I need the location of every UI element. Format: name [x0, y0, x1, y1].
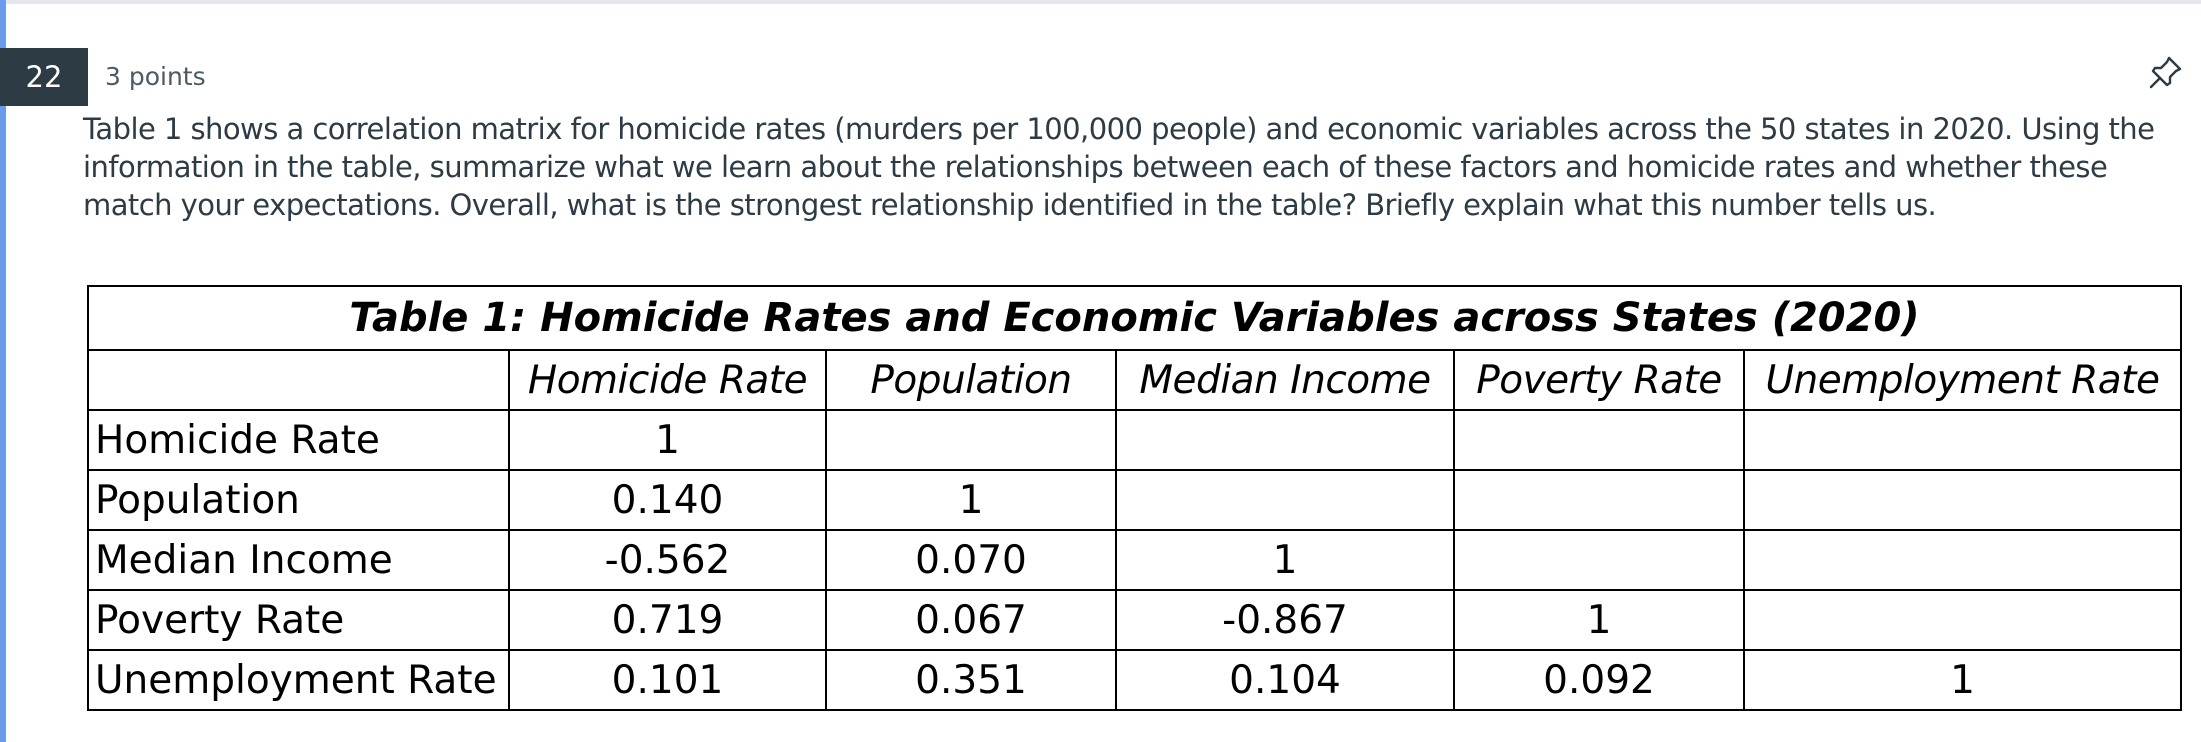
table-cell: -0.867	[1116, 590, 1454, 650]
column-header: Population	[826, 350, 1116, 410]
question-prompt: Table 1 shows a correlation matrix for homicide rates (murders per 100,000 people) and economic variables across the 50 states in 2020. Using the information in the table, summarize what we learn about the relationships between each of these factors and homicide rates and whether these match your expectations. Overall, what is the strongest relationship identified in the table? Briefly explain what this number tells us.	[83, 112, 2155, 222]
table-row	[88, 410, 2181, 470]
row-header: Median Income	[88, 530, 509, 590]
table-row	[88, 590, 2181, 650]
column-header: Unemployment Rate	[1744, 350, 2181, 410]
table-cell	[1744, 590, 2181, 650]
table-row	[88, 650, 2181, 710]
table-cell	[1454, 530, 1744, 590]
table-cell	[1744, 410, 2181, 470]
column-header: Median Income	[1116, 350, 1454, 410]
pin-icon[interactable]	[2146, 52, 2186, 92]
table-cell	[1454, 410, 1744, 470]
question-points: 3 points	[105, 62, 206, 91]
table-cell	[1744, 530, 2181, 590]
table-cell: -0.562	[509, 530, 826, 590]
table-title: Table 1: Homicide Rates and Economic Variables across States (2020)	[88, 286, 2181, 350]
column-header: Homicide Rate	[509, 350, 826, 410]
table-cell	[1116, 470, 1454, 530]
table-cell: 0.140	[509, 470, 826, 530]
table-cell: 1	[1454, 590, 1744, 650]
top-divider	[6, 0, 2201, 4]
table-cell	[826, 410, 1116, 470]
correlation-table	[87, 285, 2182, 711]
row-header: Poverty Rate	[88, 590, 509, 650]
table-header-row	[88, 350, 2181, 410]
question-left-rail	[0, 0, 6, 742]
table-cell: 1	[1744, 650, 2181, 710]
table-cell	[1454, 470, 1744, 530]
table-row	[88, 530, 2181, 590]
table-title-row	[88, 286, 2181, 350]
column-header: Poverty Rate	[1454, 350, 1744, 410]
table-cell	[1116, 410, 1454, 470]
row-header: Unemployment Rate	[88, 650, 509, 710]
table-cell: 0.351	[826, 650, 1116, 710]
table-cell: 0.719	[509, 590, 826, 650]
table-cell: 1	[826, 470, 1116, 530]
table-row	[88, 470, 2181, 530]
table-cell: 0.101	[509, 650, 826, 710]
table-cell: 1	[509, 410, 826, 470]
table-cell: 0.092	[1454, 650, 1744, 710]
table-cell: 0.067	[826, 590, 1116, 650]
table-cell: 1	[1116, 530, 1454, 590]
table-cell: 0.070	[826, 530, 1116, 590]
row-header: Population	[88, 470, 509, 530]
table-cell: 0.104	[1116, 650, 1454, 710]
question-number: 22	[0, 48, 88, 106]
table-cell	[1744, 470, 2181, 530]
table-corner-cell	[88, 350, 509, 410]
row-header: Homicide Rate	[88, 410, 509, 470]
